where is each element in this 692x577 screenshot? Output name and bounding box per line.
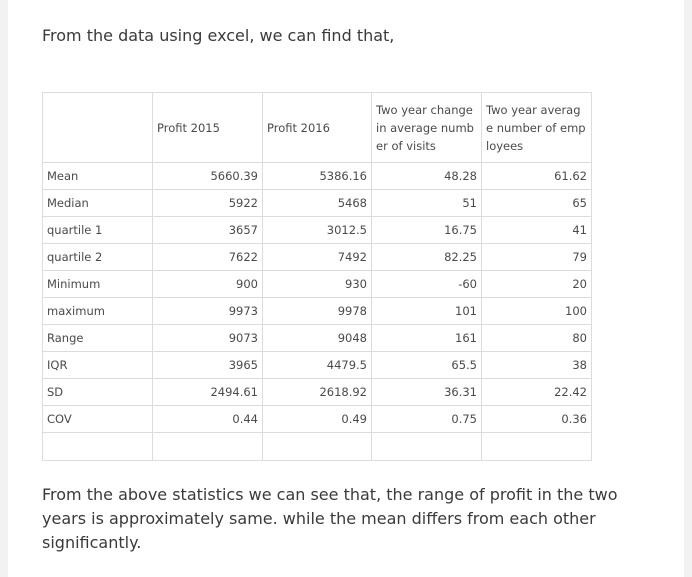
table-cell: 80 — [482, 325, 592, 352]
table-cell: 3657 — [153, 217, 263, 244]
table-cell: -60 — [372, 271, 482, 298]
table-row — [43, 379, 592, 406]
table-cell: 5386.16 — [263, 163, 372, 190]
table-row — [43, 271, 592, 298]
table-cell: 41 — [482, 217, 592, 244]
statistics-table — [42, 92, 592, 461]
table-empty-row — [43, 433, 592, 461]
table-cell: 2494.61 — [153, 379, 263, 406]
empty-cell — [372, 433, 482, 461]
table-cell: 0.36 — [482, 406, 592, 433]
table-cell: 65 — [482, 190, 592, 217]
table-cell: 20 — [482, 271, 592, 298]
table-row — [43, 217, 592, 244]
intro-text: From the data using excel, we can find that, — [42, 26, 395, 45]
table-cell: 7622 — [153, 244, 263, 271]
table-cell: 100 — [482, 298, 592, 325]
table-row — [43, 406, 592, 433]
row-label: Range — [43, 325, 153, 352]
table-cell: 61.62 — [482, 163, 592, 190]
row-label: SD — [43, 379, 153, 406]
table-cell: 36.31 — [372, 379, 482, 406]
row-label: IQR — [43, 352, 153, 379]
table-cell: 161 — [372, 325, 482, 352]
table-cell: 5468 — [263, 190, 372, 217]
empty-cell — [43, 433, 153, 461]
table-cell: 16.75 — [372, 217, 482, 244]
table-row — [43, 190, 592, 217]
table-cell: 22.42 — [482, 379, 592, 406]
table-cell: 79 — [482, 244, 592, 271]
table-cell: 9048 — [263, 325, 372, 352]
row-label: quartile 2 — [43, 244, 153, 271]
column-header: Two year average number of employees — [482, 93, 592, 163]
table-cell: 38 — [482, 352, 592, 379]
empty-cell — [482, 433, 592, 461]
row-label: quartile 1 — [43, 217, 153, 244]
table-cell: 9973 — [153, 298, 263, 325]
table-cell: 2618.92 — [263, 379, 372, 406]
table-cell: 101 — [372, 298, 482, 325]
row-label: Median — [43, 190, 153, 217]
column-header: Two year change in average number of visits — [372, 93, 482, 163]
column-header: Profit 2015 — [153, 93, 263, 163]
table-cell: 5660.39 — [153, 163, 263, 190]
table-cell: 930 — [263, 271, 372, 298]
table-cell: 0.75 — [372, 406, 482, 433]
conclusion-text: From the above statistics we can see that, the range of profit in the two years is approximately same. while the mean differs from each other significantly. — [42, 485, 618, 552]
table-cell: 9073 — [153, 325, 263, 352]
table-row — [43, 244, 592, 271]
table-cell: 0.44 — [153, 406, 263, 433]
row-label: Minimum — [43, 271, 153, 298]
table-cell: 5922 — [153, 190, 263, 217]
table-cell: 65.5 — [372, 352, 482, 379]
empty-cell — [153, 433, 263, 461]
table-cell: 0.49 — [263, 406, 372, 433]
table-cell: 900 — [153, 271, 263, 298]
header-cell-empty — [43, 93, 153, 163]
column-header: Profit 2016 — [263, 93, 372, 163]
table-cell: 9978 — [263, 298, 372, 325]
table-row — [43, 163, 592, 190]
table-cell: 7492 — [263, 244, 372, 271]
table-cell: 4479.5 — [263, 352, 372, 379]
table-cell: 48.28 — [372, 163, 482, 190]
row-label: Mean — [43, 163, 153, 190]
table-cell: 51 — [372, 190, 482, 217]
table-row — [43, 352, 592, 379]
table-header-row — [43, 93, 592, 163]
table-cell: 3012.5 — [263, 217, 372, 244]
table-row — [43, 325, 592, 352]
row-label: COV — [43, 406, 153, 433]
table-row — [43, 298, 592, 325]
table-cell: 3965 — [153, 352, 263, 379]
row-label: maximum — [43, 298, 153, 325]
table-cell: 82.25 — [372, 244, 482, 271]
empty-cell — [263, 433, 372, 461]
